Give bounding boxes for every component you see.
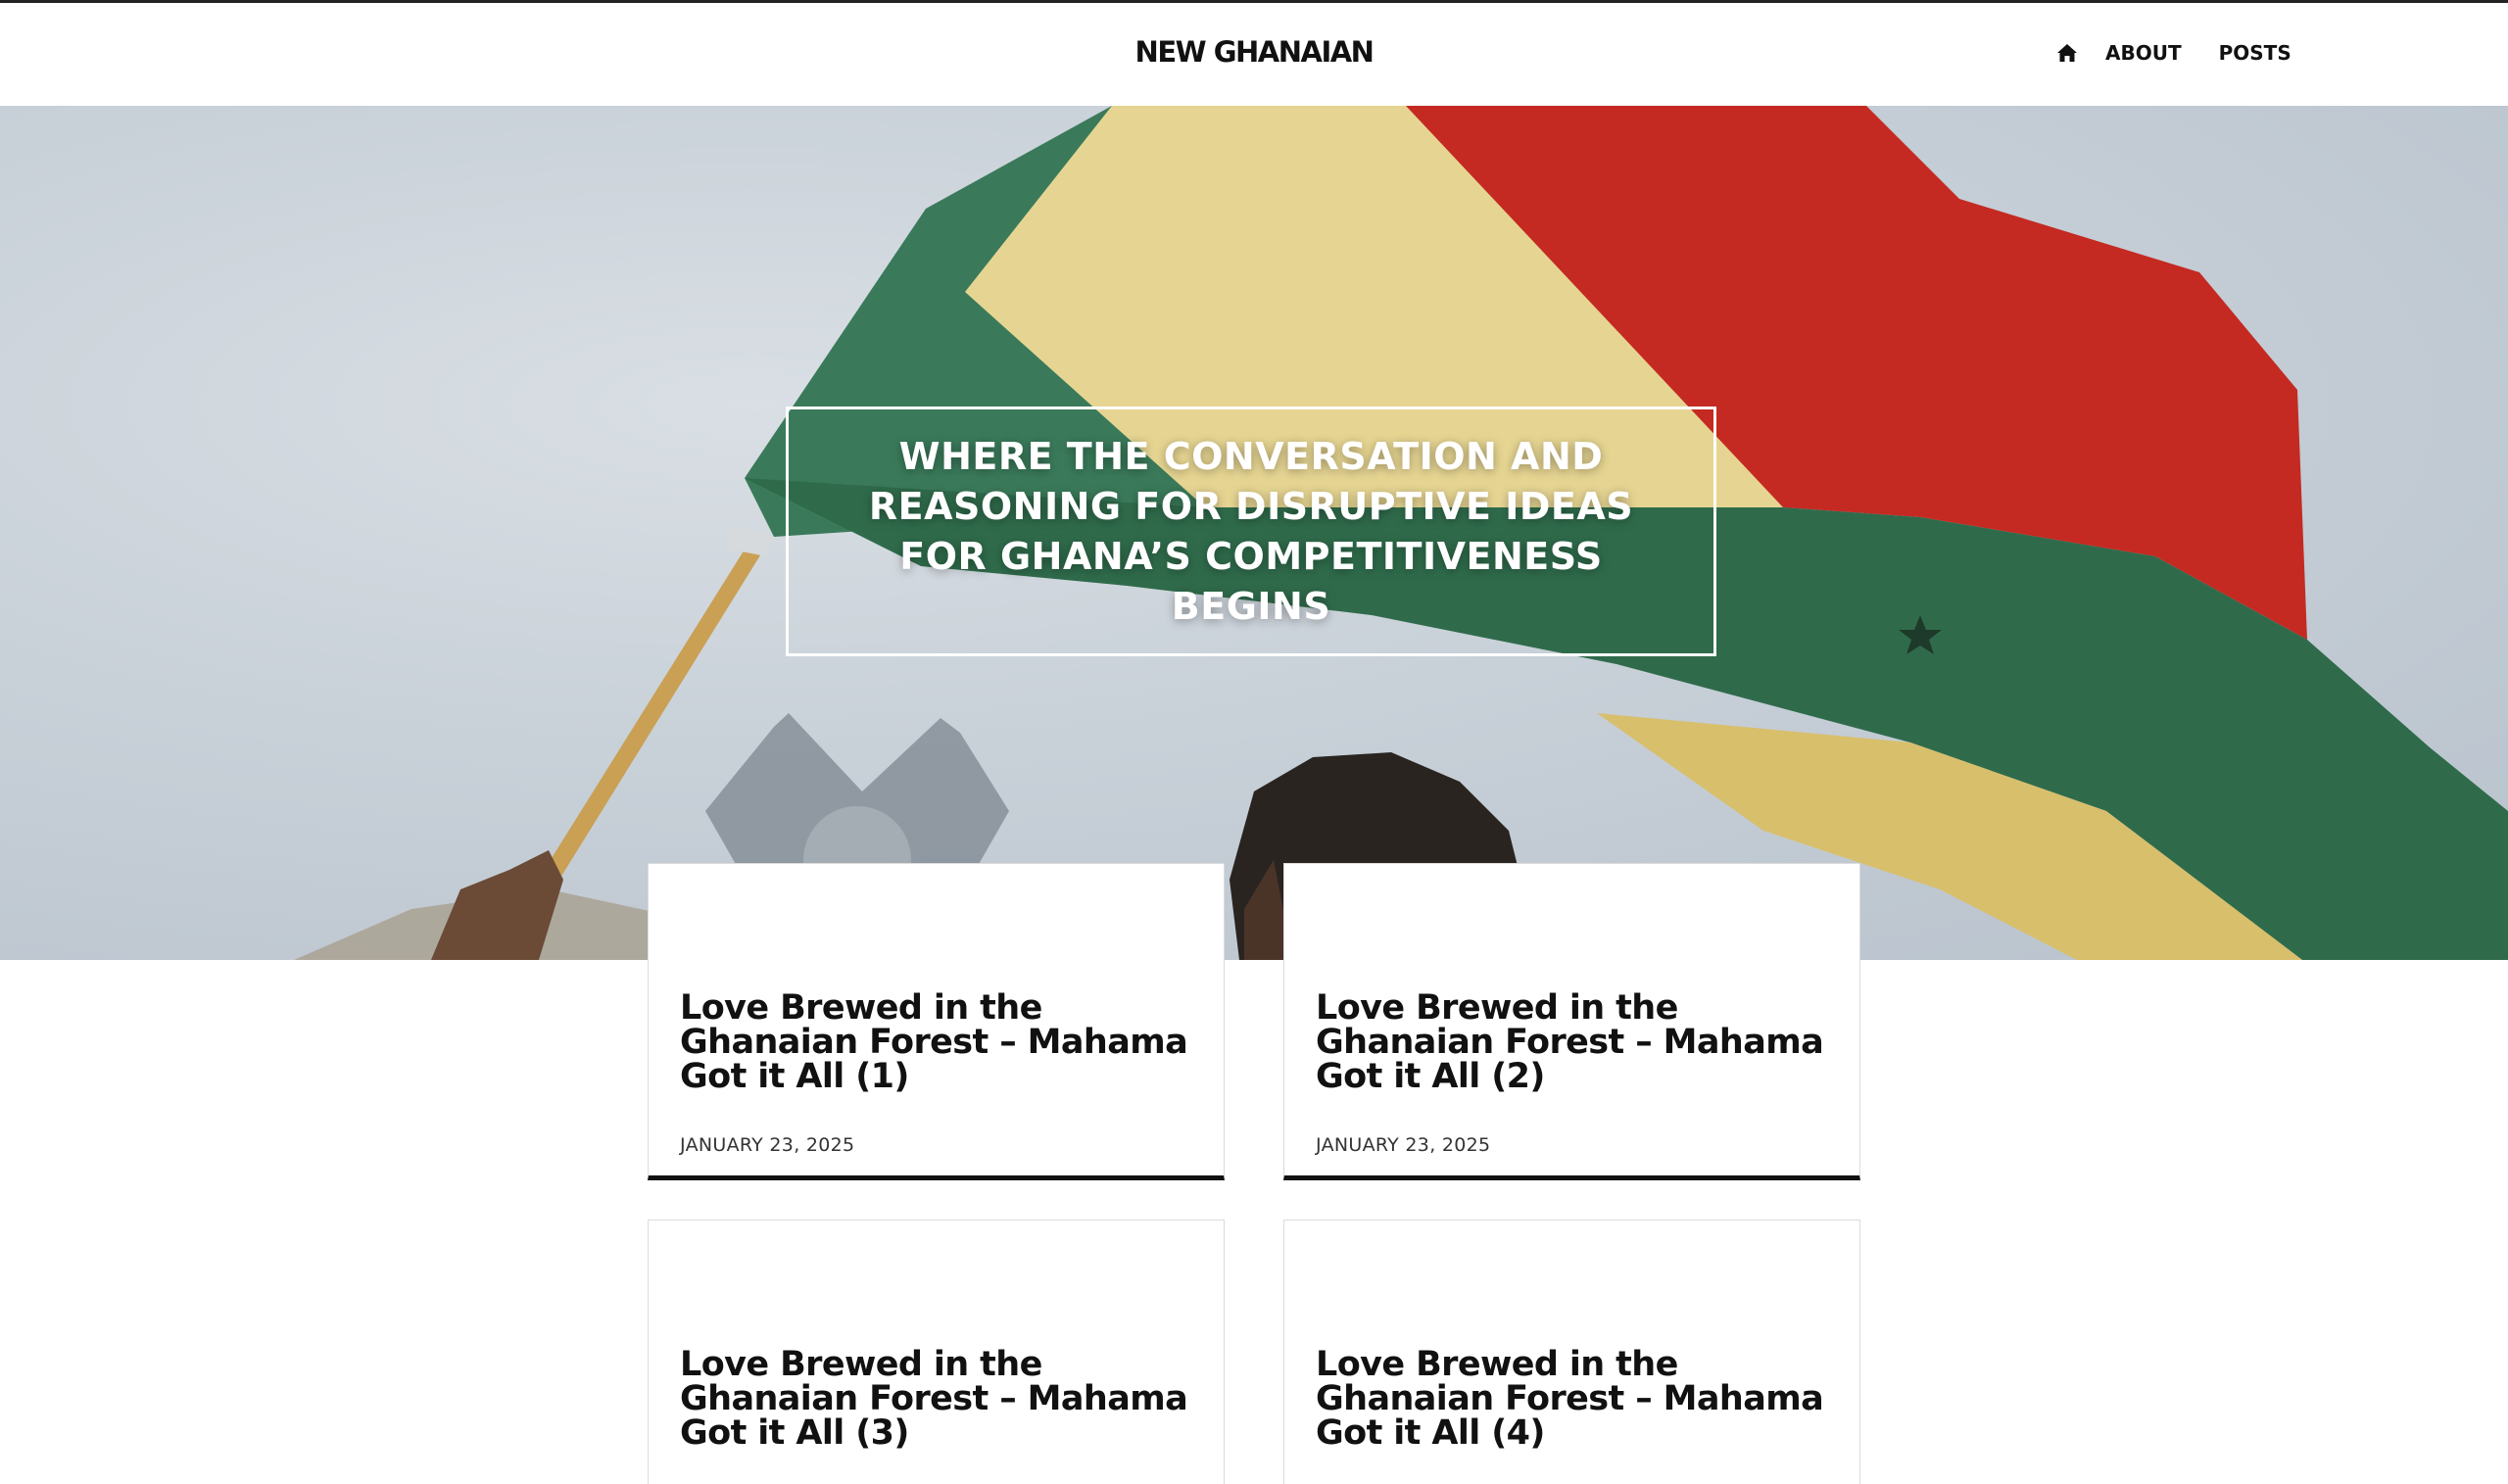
post-card[interactable] <box>648 863 1225 1180</box>
main-nav <box>2048 36 2310 70</box>
nav-item-posts[interactable]: POSTS <box>2218 41 2291 65</box>
hero-banner <box>0 106 2508 960</box>
post-title[interactable]: Love Brewed in the Ghanaian Forest – Mahama Got it All (3) <box>680 1345 1188 1453</box>
hero-tagline: WHERE THE CONVERSATION AND REASONING FOR DISRUPTIVE IDEAS FOR GHANA’S COMPETITIVENESS BEGINS <box>868 434 1634 628</box>
post-title[interactable]: Love Brewed in the Ghanaian Forest – Mahama Got it All (1) <box>680 988 1188 1096</box>
post-title[interactable]: Love Brewed in the Ghanaian Forest – Mahama Got it All (2) <box>1316 988 1824 1096</box>
hero-tagline-box <box>786 407 1716 656</box>
post-title[interactable]: Love Brewed in the Ghanaian Forest – Mahama Got it All (4) <box>1316 1345 1824 1453</box>
nav-item-about[interactable]: ABOUT <box>2105 41 2182 65</box>
site-title[interactable]: NEW GHANAIAN <box>1134 35 1374 69</box>
post-card[interactable] <box>648 1220 1225 1484</box>
post-date: JANUARY 23, 2025 <box>680 1134 855 1156</box>
post-date: JANUARY 23, 2025 <box>1316 1134 1491 1156</box>
post-card[interactable] <box>1283 863 1860 1180</box>
nav-home-link[interactable] <box>2048 36 2087 70</box>
home-icon <box>2056 43 2078 63</box>
site-header <box>0 3 2508 106</box>
post-card[interactable] <box>1283 1220 1860 1484</box>
